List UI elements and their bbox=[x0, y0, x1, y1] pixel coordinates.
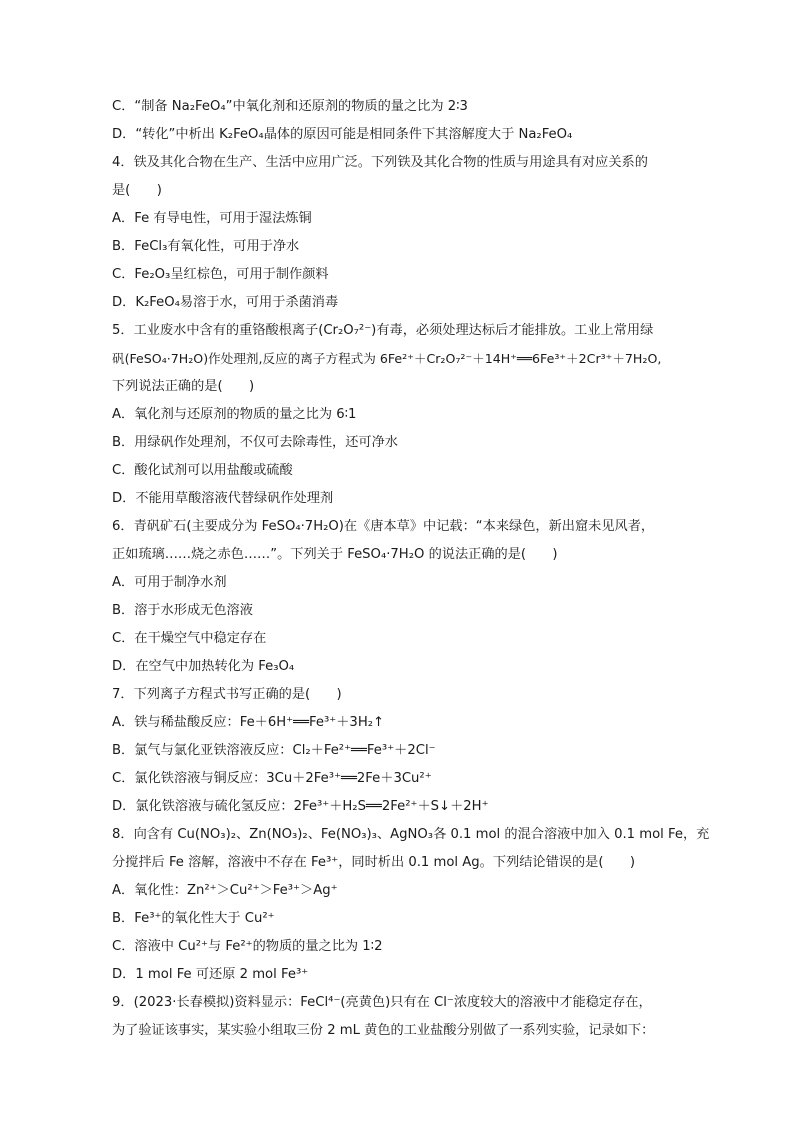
text-line: D．氯化铁溶液与硫化氢反应：2Fe³⁺＋H₂S══2Fe²⁺＋S↓＋2H⁺ bbox=[112, 799, 489, 814]
text-line: D．K₂FeO₄易溶于水，可用于杀菌消毒 bbox=[112, 295, 339, 310]
text-line: C．“制备 Na₂FeO₄”中氧化剂和还原剂的物质的量之比为 2∶3 bbox=[112, 99, 468, 114]
text-line: 9．(2023·长春模拟)资料显示：FeCl⁴⁻(亮黄色)只有在 Cl⁻浓度较大的溶液中才能稳定存在， bbox=[112, 995, 652, 1010]
question-text bbox=[112, 93, 710, 1045]
text-line: A．Fe 有导电性，可用于湿法炼铜 bbox=[112, 211, 312, 226]
text-line: 为了验证该事实，某实验小组取三份 2 mL 黄色的工业盐酸分别做了一系列实验，记录如下： bbox=[112, 1023, 655, 1038]
text-line: 分搅拌后 Fe 溶解，溶液中不存在 Fe³⁺，同时析出 0.1 mol Ag。下列结论错误的是( ) bbox=[112, 855, 636, 870]
text-line: B．FeCl₃有氧化性，可用于净水 bbox=[112, 239, 300, 254]
text-line: C．Fe₂O₃呈红棕色，可用于制作颜料 bbox=[112, 267, 329, 282]
text-line: 矾(FeSO₄·7H₂O)作处理剂,反应的离子方程式为 6Fe²⁺＋Cr₂O₇²⁻＋14H⁺══6Fe³⁺＋2Cr³⁺＋7H₂O, bbox=[112, 351, 662, 366]
text-line: 7．下列离子方程式书写正确的是( ) bbox=[112, 687, 342, 702]
text-line: D．在空气中加热转化为 Fe₃O₄ bbox=[112, 659, 295, 674]
text-line: C．在干燥空气中稳定存在 bbox=[112, 631, 267, 646]
text-line: D．1 mol Fe 可还原 2 mol Fe³⁺ bbox=[112, 967, 309, 982]
text-line: 下列说法正确的是( ) bbox=[112, 379, 255, 394]
text-line: 5．工业废水中含有的重铬酸根离子(Cr₂O₇²⁻)有毒，必须处理达标后才能排放。工业上常用绿 bbox=[112, 323, 654, 338]
text-line: A．氧化剂与还原剂的物质的量之比为 6∶1 bbox=[112, 407, 357, 422]
text-line: B．溶于水形成无色溶液 bbox=[112, 603, 253, 618]
text-line: D．不能用草酸溶液代替绿矾作处理剂 bbox=[112, 491, 334, 506]
text-line: B．用绿矾作处理剂，不仅可去除毒性，还可净水 bbox=[112, 435, 398, 450]
text-line: C．溶液中 Cu²⁺与 Fe²⁺的物质的量之比为 1∶2 bbox=[112, 939, 383, 954]
text-line: C．酸化试剂可以用盐酸或硫酸 bbox=[112, 463, 293, 478]
text-line: 6．青矾矿石(主要成分为 FeSO₄·7H₂O)在《唐本草》中记载：“本来绿色，新出窟未见风者， bbox=[112, 519, 655, 534]
text-line: 是( ) bbox=[112, 183, 162, 198]
text-line: 4．铁及其化合物在生产、生活中应用广泛。下列铁及其化合物的性质与用途具有对应关系的 bbox=[112, 155, 648, 170]
text-line: A．可用于制净水剂 bbox=[112, 575, 227, 590]
text-line: D．“转化”中析出 K₂FeO₄晶体的原因可能是相同条件下其溶解度大于 Na₂FeO₄ bbox=[112, 127, 573, 142]
text-line: 正如琉璃……烧之赤色……”。下列关于 FeSO₄·7H₂O 的说法正确的是( ) bbox=[112, 547, 558, 562]
text-line: A．氧化性：Zn²⁺＞Cu²⁺＞Fe³⁺＞Ag⁺ bbox=[112, 883, 338, 898]
text-line: 8．向含有 Cu(NO₃)₂、Zn(NO₃)₂、Fe(NO₃)₃、AgNO₃各 0.1 mol 的混合溶液中加入 0.1 mol Fe，充 bbox=[112, 827, 710, 842]
text-line: B．氯气与氯化亚铁溶液反应：Cl₂＋Fe²⁺══Fe³⁺＋2Cl⁻ bbox=[112, 743, 436, 758]
text-line: C．氯化铁溶液与铜反应：3Cu＋2Fe³⁺══2Fe＋3Cu²⁺ bbox=[112, 771, 432, 786]
text-line: A．铁与稀盐酸反应：Fe＋6H⁺══Fe³⁺＋3H₂↑ bbox=[112, 715, 385, 730]
text-line: B．Fe³⁺的氧化性大于 Cu²⁺ bbox=[112, 911, 275, 926]
